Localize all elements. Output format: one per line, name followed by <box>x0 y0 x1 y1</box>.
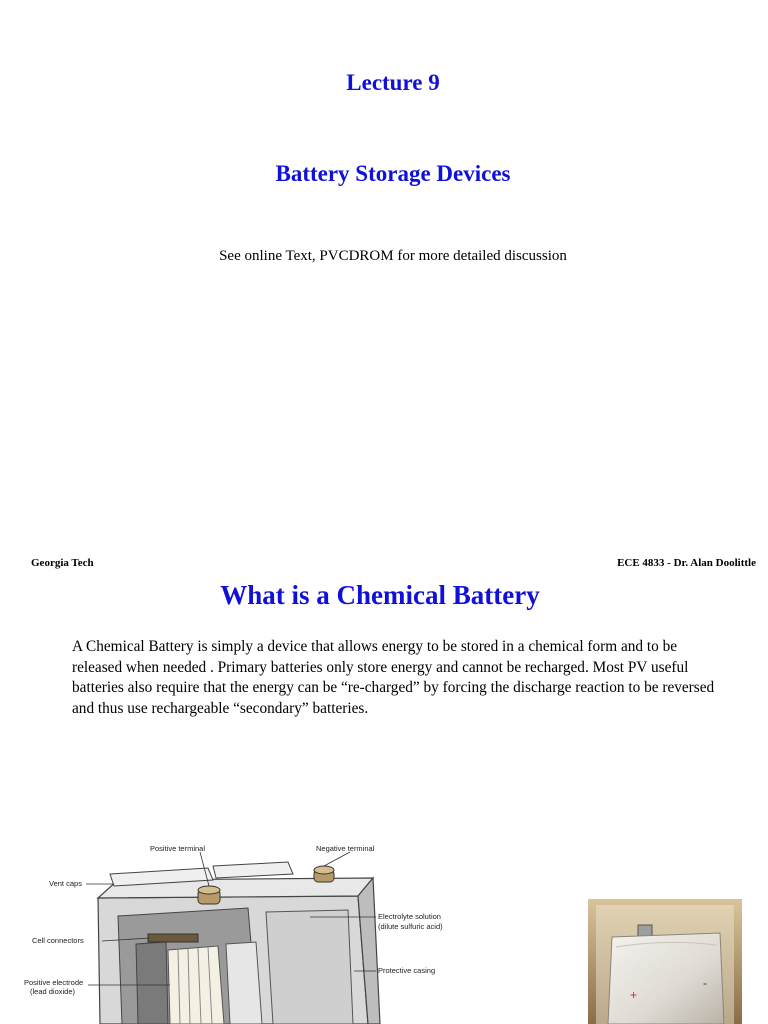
label-protective-casing: Protective casing <box>378 966 436 975</box>
battery-cutaway-diagram <box>18 838 478 1024</box>
footer-course: ECE 4833 - Dr. Alan Doolittle <box>617 557 756 569</box>
positive-terminal-post <box>198 886 220 904</box>
lecture-note: See online Text, PVCDROM for more detailed discussion <box>219 248 567 264</box>
slide2-body: A Chemical Battery is simply a device that allows energy to be stored in a chemical form and to be released when needed . Primary batteries only store energy and cannot be recharged. Most PV useful batteries also require that the energy can be “re-charged” by forcing the discharge reaction to be reversed and thus use rechargeable “secondary” batteries. <box>72 638 715 717</box>
label-positive-electrode-2: (lead dioxide) <box>30 987 76 996</box>
photo-plus-sign: + <box>630 988 638 1002</box>
photo-minus-sign: - <box>703 976 707 990</box>
label-electrolyte-2: (dilute sulfuric acid) <box>378 922 443 931</box>
label-electrolyte-1: Electrolyte solution <box>378 912 441 921</box>
footer-institution: Georgia Tech <box>31 557 94 569</box>
lecture-title: Lecture 9 <box>346 70 440 95</box>
label-positive-terminal: Positive terminal <box>150 844 206 853</box>
lecture-subtitle: Battery Storage Devices <box>275 161 511 186</box>
electrode-plates <box>136 942 262 1024</box>
slide2-title: What is a Chemical Battery <box>220 580 540 610</box>
negative-terminal-post <box>314 866 334 882</box>
label-cell-connectors: Cell connectors <box>32 936 84 945</box>
label-positive-electrode-1: Positive electrode <box>24 978 84 987</box>
pouch-battery-photo <box>588 899 742 1024</box>
cell-connector-strap <box>148 934 198 942</box>
label-negative-terminal: Negative terminal <box>316 844 375 853</box>
label-vent-caps: Vent caps <box>49 879 82 888</box>
